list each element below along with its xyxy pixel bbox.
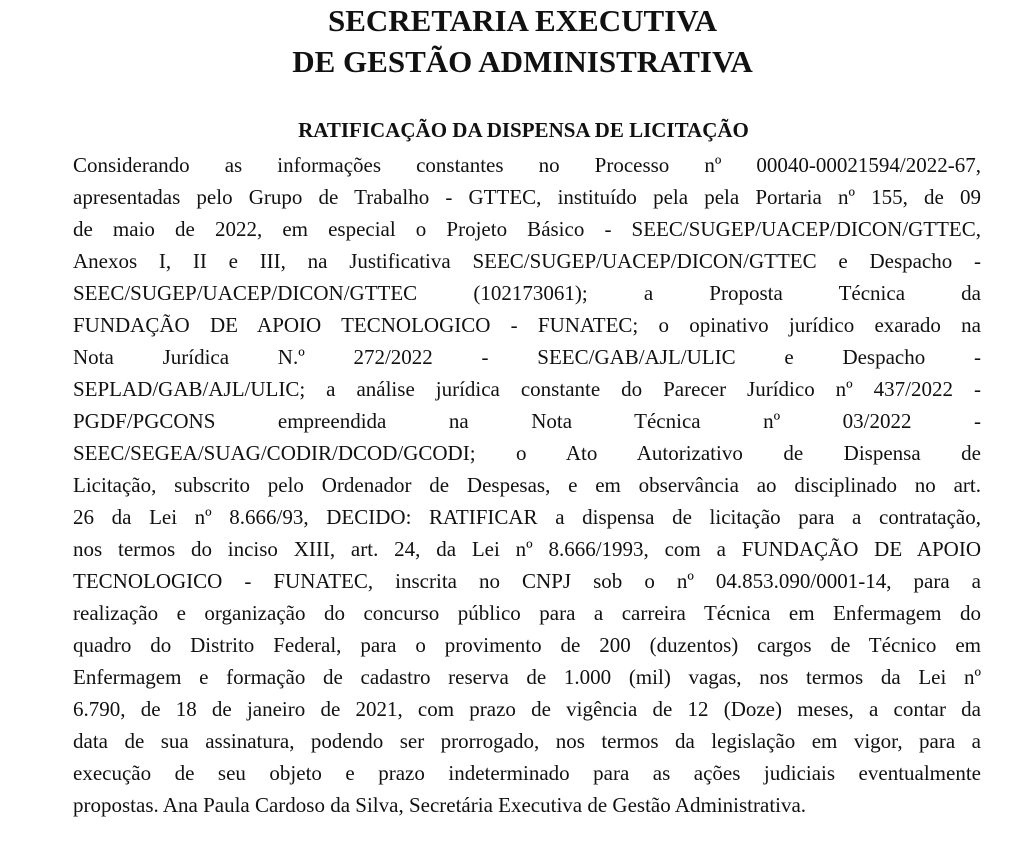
body-line: Nota Jurídica N.º 272/2022 - SEEC/GAB/AJL/ULIC e Despacho - xyxy=(73,345,981,369)
body-line: Considerando as informações constantes no Processo nº 00040-00021594/2022-67, xyxy=(73,153,981,177)
body-line: de maio de 2022, em especial o Projeto Básico - SEEC/SUGEP/UACEP/DICON/GTTEC, xyxy=(73,217,981,241)
body-line: Enfermagem e formação de cadastro reserva de 1.000 (mil) vagas, nos termos da Lei nº xyxy=(73,665,981,689)
document-body xyxy=(73,149,981,821)
body-line: quadro do Distrito Federal, para o provimento de 200 (duzentos) cargos de Técnico em xyxy=(73,633,981,657)
org-title-line-2: DE GESTÃO ADMINISTRATIVA xyxy=(292,44,753,79)
body-line: TECNOLOGICO - FUNATEC, inscrita no CNPJ sob o nº 04.853.090/0001-14, para a xyxy=(73,569,981,593)
body-line: 26 da Lei nº 8.666/93, DECIDO: RATIFICAR a dispensa de licitação para a contratação, xyxy=(73,505,981,529)
body-line: SEEC/SUGEP/UACEP/DICON/GTTEC (102173061); a Proposta Técnica da xyxy=(73,281,981,305)
body-line: execução de seu objeto e prazo indeterminado para as ações judiciais eventualmente xyxy=(73,761,981,785)
org-title-line-1: SECRETARIA EXECUTIVA xyxy=(327,3,718,38)
body-line: PGDF/PGCONS empreendida na Nota Técnica nº 03/2022 - xyxy=(73,409,981,433)
body-line: nos termos do inciso XIII, art. 24, da Lei nº 8.666/1993, com a FUNDAÇÃO DE APOIO xyxy=(73,537,981,561)
document-heading: RATIFICAÇÃO DA DISPENSA DE LICITAÇÃO xyxy=(298,118,749,142)
body-line: Anexos I, II e III, na Justificativa SEEC/SUGEP/UACEP/DICON/GTTEC e Despacho - xyxy=(73,249,981,273)
body-line: realização e organização do concurso público para a carreira Técnica em Enfermagem do xyxy=(73,601,981,625)
body-line: SEEC/SEGEA/SUAG/CODIR/DCOD/GCODI; o Ato Autorizativo de Dispensa de xyxy=(73,441,981,465)
body-line: SEPLAD/GAB/AJL/ULIC; a análise jurídica constante do Parecer Jurídico nº 437/2022 - xyxy=(73,377,981,401)
body-line-last: propostas. Ana Paula Cardoso da Silva, Secretária Executiva de Gestão Administrativa. xyxy=(73,793,807,817)
body-line: Licitação, subscrito pelo Ordenador de Despesas, e em observância ao disciplinado no art. xyxy=(73,473,981,497)
body-line: apresentadas pelo Grupo de Trabalho - GTTEC, instituído pela pela Portaria nº 155, de 09 xyxy=(73,185,981,209)
body-line: FUNDAÇÃO DE APOIO TECNOLOGICO - FUNATEC; o opinativo jurídico exarado na xyxy=(73,313,981,337)
body-line: 6.790, de 18 de janeiro de 2021, com prazo de vigência de 12 (Doze) meses, a contar da xyxy=(73,697,981,721)
body-line: data de sua assinatura, podendo ser prorrogado, nos termos da legislação em vigor, para a xyxy=(73,729,981,753)
